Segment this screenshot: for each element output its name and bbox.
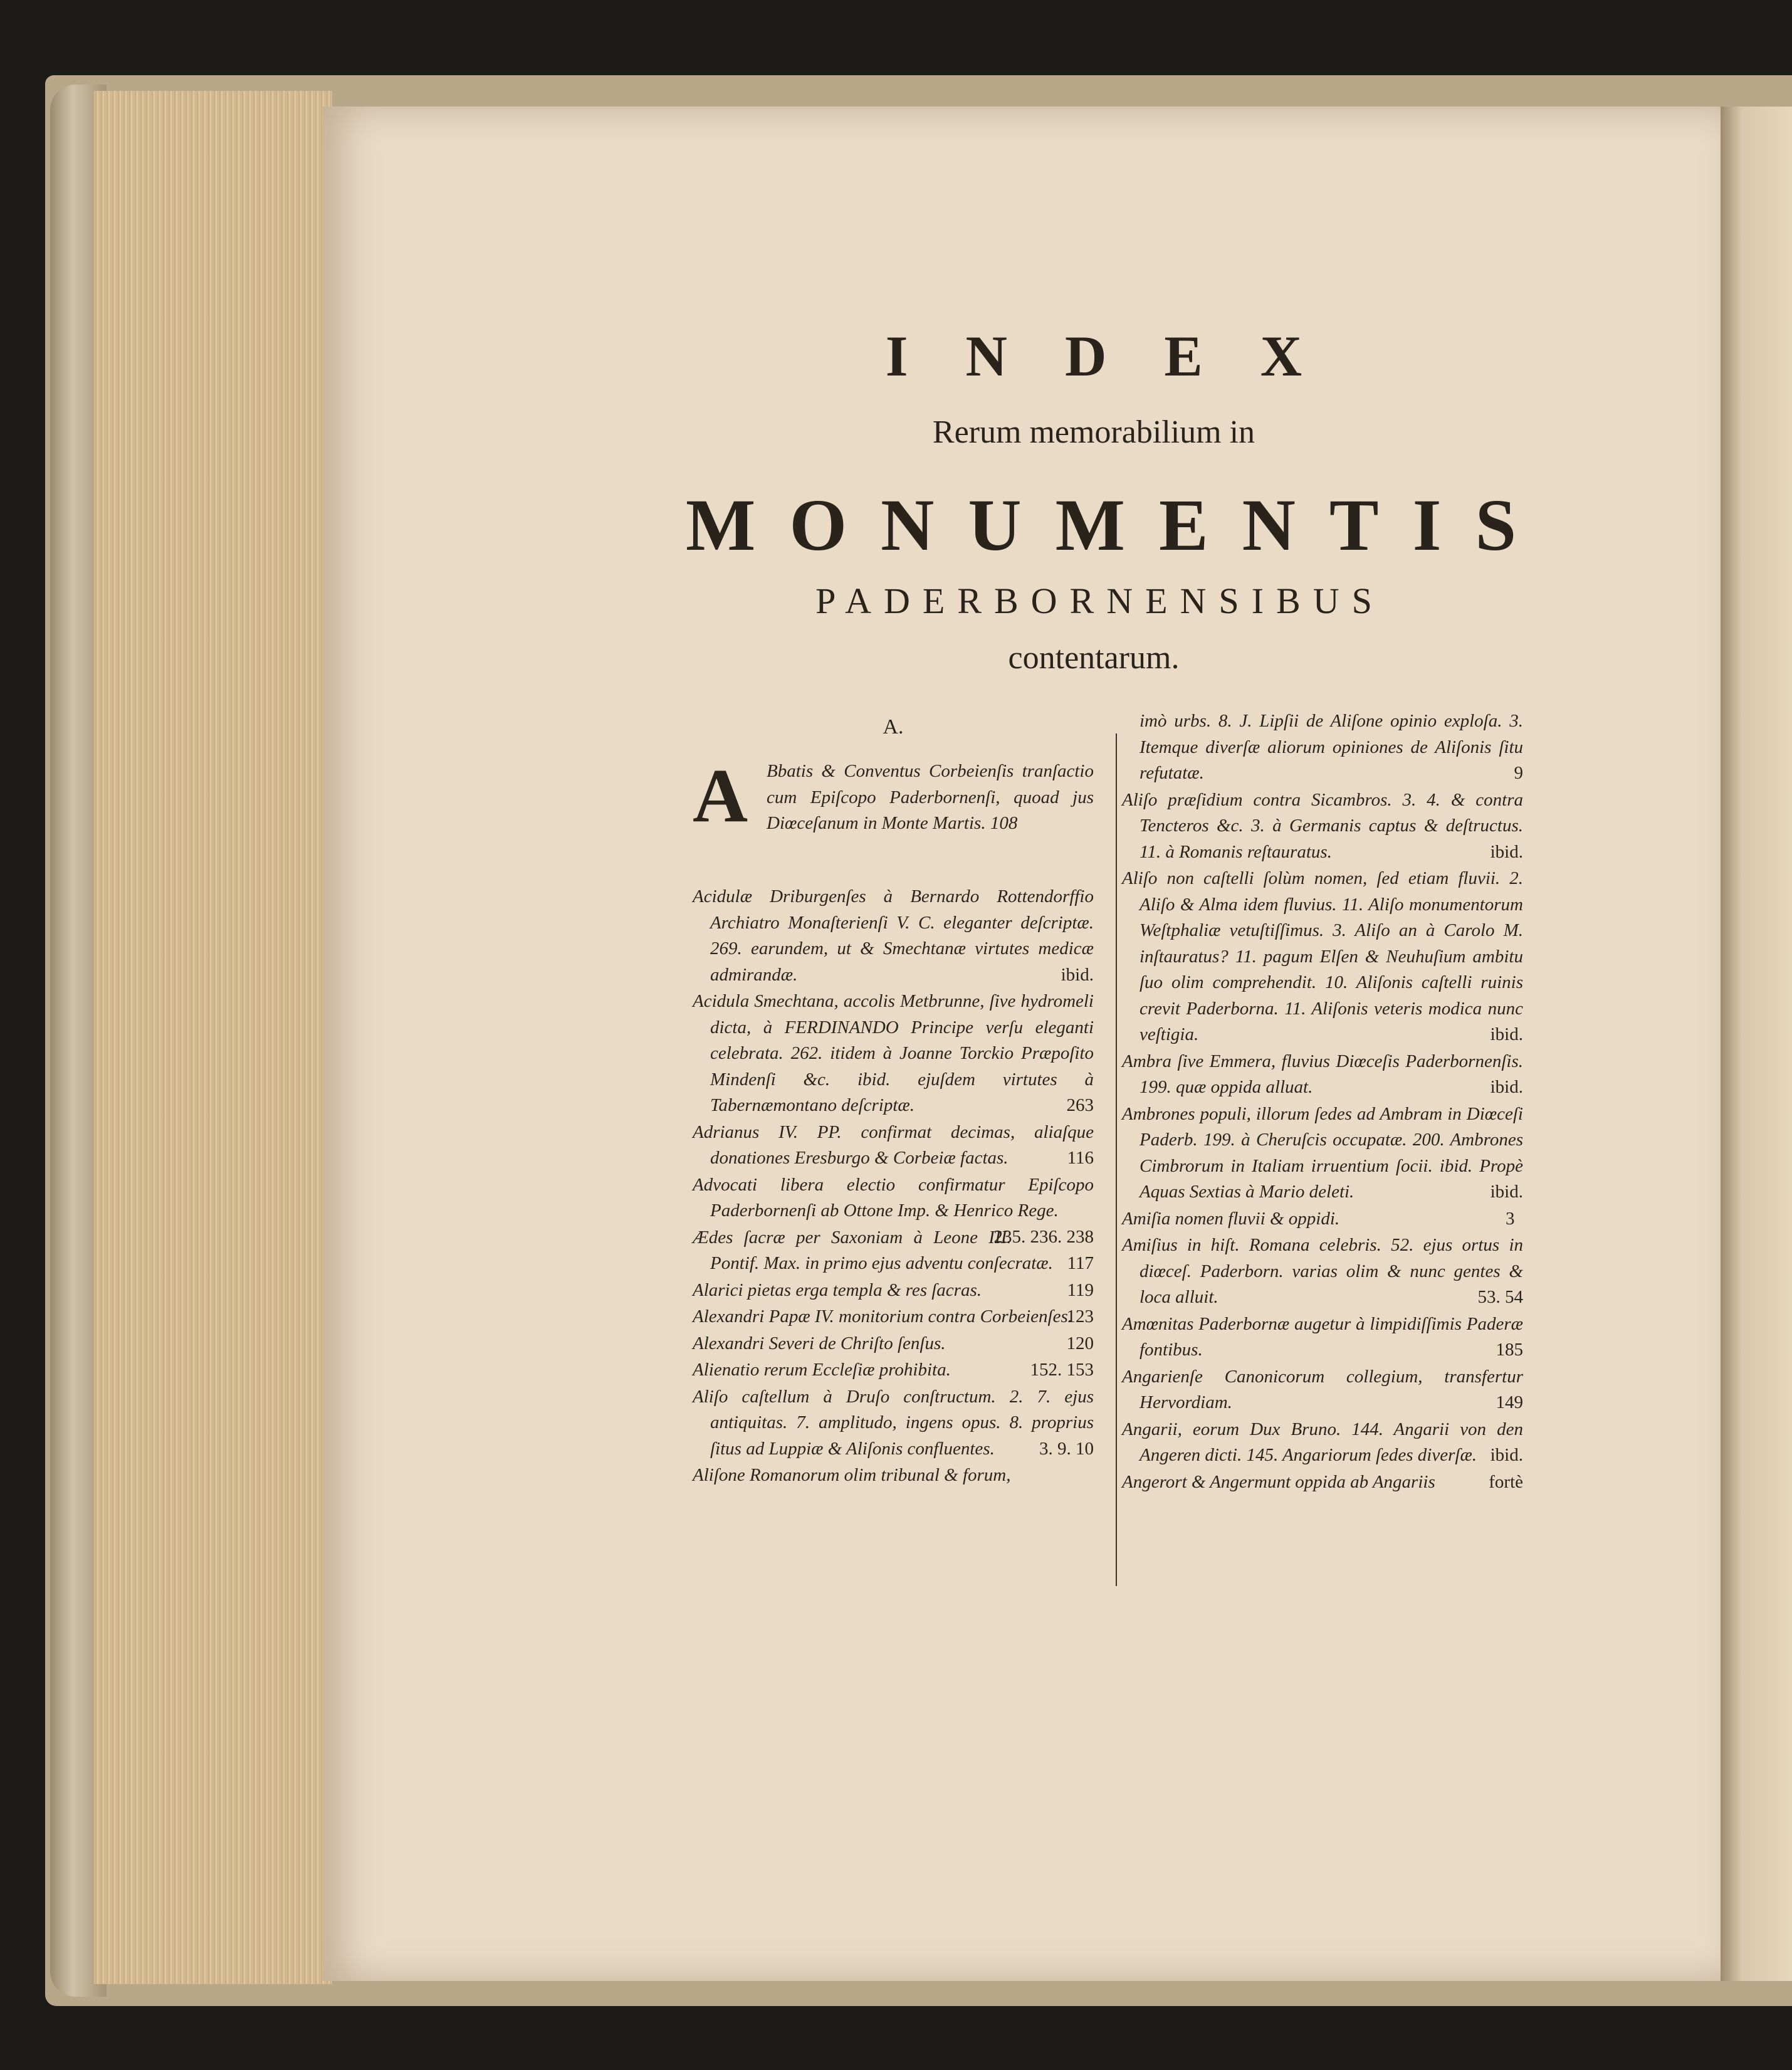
index-entry: [693, 1120, 1094, 1172]
entry-page: ibid.: [1490, 1024, 1523, 1044]
entry-page: ibid.: [1490, 841, 1523, 862]
index-column-left: [693, 708, 1094, 1489]
entry-text: Aliſo præſidium contra Sicambros. 3. 4. & contra Tencteros &c. 3. à Germanis captus & deſtructus. 11. à Romanis reſtauratus.: [1122, 789, 1523, 862]
index-entries-left: [693, 884, 1094, 1489]
index-entry: [693, 884, 1094, 988]
index-entry: [1122, 1311, 1523, 1363]
entry-text: Amœnitas Paderbornæ augetur à limpidiſſimis Paderæ fontibus.: [1122, 1313, 1523, 1360]
entry-page: ibid.: [1490, 1182, 1523, 1202]
heading-contentarum: contentarum.: [1008, 640, 1180, 676]
index-entries-right: [1122, 708, 1523, 1495]
entry-text: Aliſo caſtellum à Druſo conſtructum. 2. 7. ejus antiquitas. 7. amplitudo, ingens opus. 8. proprius ſitus ad Luppiæ & Aliſonis confluentes.: [693, 1386, 1094, 1459]
entry-page: 123: [1066, 1306, 1094, 1327]
entry-page: ibid.: [1490, 1077, 1523, 1097]
index-entry: [1122, 866, 1523, 1048]
entry-text: Ambrones populi, illorum ſedes ad Ambram in Diœceſi Paderb. 199. à Cheruſcis occupatæ. 200. Ambrones Cimbrorum in Italiam irruentium ſocii. ibid. Propè Aquas Sextias à Mario deleti.: [1122, 1103, 1523, 1202]
entry-text: Acidulæ Driburgenſes à Bernardo Rottendorffio Archiatro Monaſterienſi V. C. eleganter deſcriptæ. 269. earundem, ut & Smechtanæ virtutes medicæ admirandæ.: [693, 886, 1094, 985]
entry-page: 117: [1067, 1253, 1094, 1273]
entry-text: Aliſone Romanorum olim tribunal & forum,: [693, 1465, 1011, 1485]
entry-page: 119: [1067, 1279, 1094, 1300]
entry-text: Adrianus IV. PP. confirmat decimas, aliaſque donationes Eresburgo & Corbeiæ factas.: [693, 1122, 1094, 1168]
entry-page: fortè: [1489, 1471, 1523, 1492]
entry-text: imò urbs. 8. J. Lipſii de Aliſone opinio exploſa. 3. Itemque diverſæ aliorum opiniones de Aliſonis ſitu refutatæ.: [1140, 711, 1523, 783]
index-entry: [1122, 1364, 1523, 1416]
entry-page: 9: [1514, 763, 1523, 783]
index-entry: [1122, 1469, 1523, 1496]
index-entry: [693, 1278, 1094, 1304]
index-entry: [693, 1304, 1094, 1330]
index-entry: [693, 1463, 1094, 1489]
entry-page: 120: [1066, 1333, 1094, 1353]
index-entry: [1122, 1232, 1523, 1311]
entry-text: Ædes ſacræ per Saxoniam à Leone III. Pontif. Max. in primo ejus adventu conſecratæ.: [693, 1227, 1053, 1273]
entry-text: Angerort & Angermunt oppida ab Angariis: [1122, 1471, 1435, 1492]
heading-index: INDEX: [885, 324, 1360, 388]
entry-text: Alexandri Papæ IV. monitorium contra Corbeienſes.: [693, 1306, 1072, 1327]
entry-page: 116: [1067, 1148, 1094, 1168]
index-entry: [693, 1384, 1094, 1463]
entry-text: Aliſo non caſtelli ſolùm nomen, ſed etiam fluvii. 2. Aliſo & Alma idem fluvius. 11. Aliſo monumentorum Weſtphaliæ vetuſtiſſimus. 3. Aliſo an à Carolo M. inſtauratus? 11. pagum Elſen & Neuhuſium ambitu ſuo olim comprehendit. 10. Aliſonis caſtelli ruinis crevit Paderborna. 11. Aliſonis veteris modica nunc veſtigia.: [1122, 868, 1523, 1044]
entry-text: Advocati libera electio confirmatur Epiſcopo Paderbornenſi ab Ottone Imp. & Henrico Rege.: [693, 1174, 1094, 1221]
index-entry-first: [693, 754, 1094, 884]
entry-text: Alarici pietas erga templa & res ſacras.: [693, 1279, 982, 1300]
entry-page: 235. 236. 238: [993, 1226, 1094, 1247]
entry-page: 149: [1496, 1392, 1523, 1412]
index-entry: [693, 1172, 1094, 1247]
entry-text: Angarienſe Canonicorum collegium, transfertur Hervordiam.: [1122, 1366, 1523, 1412]
page-edges: [94, 91, 332, 1984]
entry-page: 185: [1496, 1340, 1523, 1360]
entry-page: 263: [1066, 1095, 1094, 1115]
entry-text: Amiſia nomen fluvii & oppidi.: [1122, 1208, 1340, 1229]
index-entry: [1122, 787, 1523, 866]
index-entry: [1122, 708, 1523, 787]
index-entry: Amiſia nomen fluvii & oppidi. 3: [1122, 1208, 1515, 1229]
index-column-right: [1122, 708, 1523, 1495]
drop-cap: A: [693, 754, 748, 838]
index-entry: [1122, 1049, 1523, 1101]
entry-page: 152. 153: [1030, 1360, 1094, 1380]
index-entry: [693, 1357, 1094, 1384]
entry-text: Angarii, eorum Dux Bruno. 144. Angarii von den Angeren dicti. 145. Angariorum ſedes diverſæ.: [1122, 1419, 1523, 1465]
entry-text: Ambra ſive Emmera, fluvius Diœceſis Paderbornenſis. 199. quæ oppida alluat.: [1122, 1051, 1523, 1097]
index-entry: [693, 1331, 1094, 1357]
index-entry: [1122, 1101, 1523, 1206]
heading-paderbornensibus: PADERBORNENSIBUS: [815, 581, 1385, 621]
section-letter: A.: [883, 715, 904, 738]
column-divider: [1116, 733, 1117, 1586]
entry-page: 3. 9. 10: [1039, 1438, 1094, 1459]
entry-page: 53. 54: [1477, 1287, 1523, 1307]
entry-text: Acidula Smechtana, accolis Metbrunne, ſive hydromeli dicta, à FERDINANDO Principe verſu eleganti celebrata. 262. itidem à Joanne Torckio Præpoſito Mindenſi &c. ibid. ejuſdem virtutes à Tabernæmontano deſcriptæ.: [693, 991, 1094, 1115]
entry-text: Alexandri Severi de Chriſto ſenſus.: [693, 1333, 946, 1353]
entry-page: ibid.: [1061, 964, 1094, 985]
entry-text: Bbatis & Conventus Corbeienſis tranſactio cum Epiſcopo Paderbornenſi, quoad jus Diœceſanum in Monte Martis.: [767, 761, 1094, 833]
facing-page-edge: [1721, 107, 1792, 1981]
index-entry: [693, 1225, 1094, 1277]
entry-page: ibid.: [1490, 1445, 1523, 1465]
entry-text: Amiſius in hiſt. Romana celebris. 52. ejus ortus in diœceſ. Paderborn. varias olim & nunc gentes & loca alluit.: [1122, 1235, 1523, 1307]
index-entry: [693, 989, 1094, 1119]
entry-page: 108: [990, 813, 1018, 833]
heading-monumentis: MONUMENTIS: [686, 484, 1551, 566]
heading-rerum: Rerum memorabilium in: [932, 414, 1255, 450]
entry-text: Alienatio rerum Eccleſiæ prohibita.: [693, 1360, 951, 1380]
index-entry: [1122, 1417, 1523, 1469]
